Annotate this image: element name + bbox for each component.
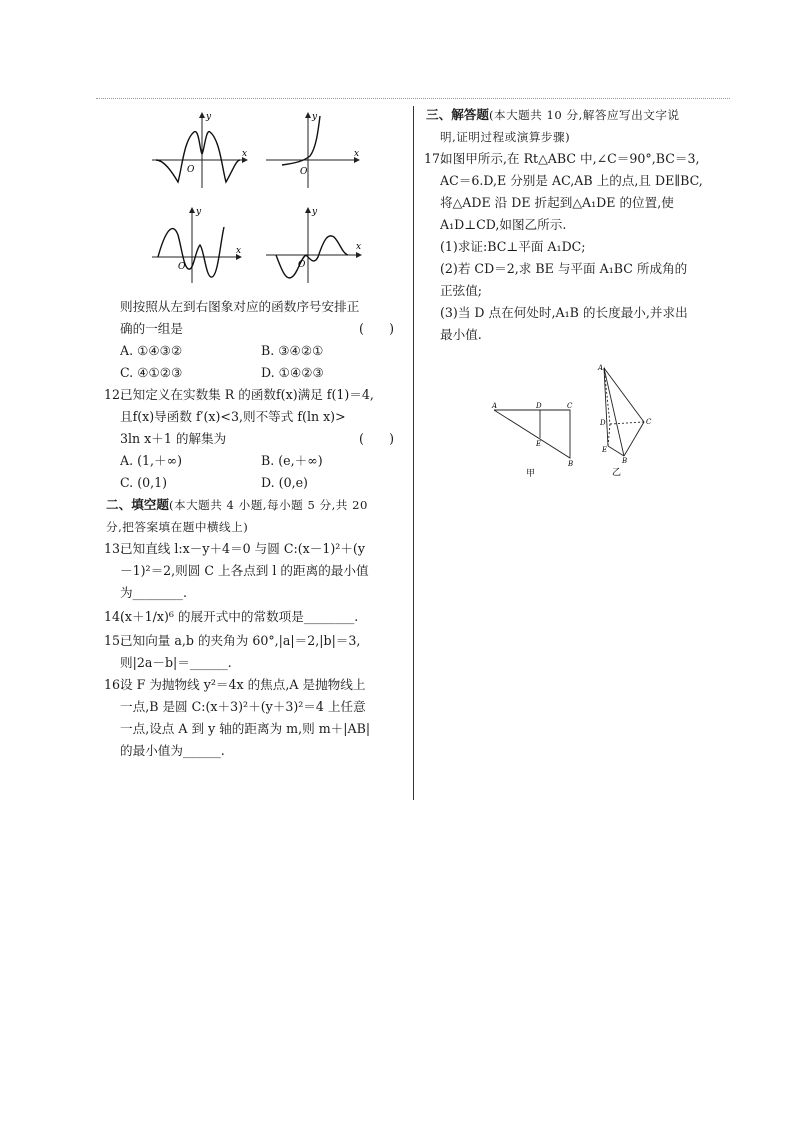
section-2-note2: 分,把答案填在题中横线上) — [106, 520, 249, 534]
column-divider — [413, 106, 414, 800]
q16-line2: 一点,B 是圆 C:(x＋3)²＋(y＋3)²＝4 上任意 — [120, 699, 366, 714]
yi-label-b: B — [622, 457, 628, 465]
jia-caption: 甲 — [526, 469, 536, 478]
q17-line1: 如图甲所示,在 Rt△ABC 中,∠C＝90°,BC＝3, — [440, 151, 700, 166]
q11-line2-text: 确的一组是 — [120, 321, 183, 336]
q14-number: 14. — [104, 609, 125, 624]
q16-line3: 一点,设点 A 到 y 轴的距离为 m,则 m＋|AB| — [120, 721, 371, 736]
q12-option-c: C. (0,1) — [120, 475, 168, 490]
graph-1-x-label: x — [242, 149, 248, 159]
section-2-heading — [106, 494, 402, 516]
q12-line3-row — [120, 428, 402, 450]
header-rule — [96, 98, 730, 99]
graph-3-y-label: y — [196, 207, 202, 217]
left-column — [106, 296, 402, 762]
q15-number: 15. — [104, 633, 125, 648]
graph-4-y-label: y — [312, 207, 318, 217]
q17-line4: A₁D⊥CD,如图乙所示. — [440, 217, 567, 232]
q12-option-a: A. (1,＋∞) — [120, 453, 183, 468]
graph-3-x-label: x — [236, 246, 242, 256]
q12-option-d: D. (0,e) — [261, 475, 308, 490]
q17-part3b: 最小值. — [440, 327, 482, 342]
graph-3 — [150, 205, 250, 285]
section-2-title: 二、填空题 — [106, 497, 169, 512]
q11-continuation-line1: 则按照从左到右图象对应的函数序号安排正 — [120, 299, 360, 314]
q16-line4: 的最小值为______. — [120, 743, 225, 758]
question-16 — [106, 674, 402, 762]
q12-option-b: B. (e,＋∞) — [261, 453, 323, 468]
section-3-note2: 明,证明过程或演算步骤) — [440, 130, 571, 144]
jia-label-b: B — [568, 460, 574, 468]
q12-answer-paren: ( ) — [358, 431, 394, 446]
jia-label-c: C — [567, 402, 573, 410]
q17-part1: (1)求证:BC⊥平面 A₁DC; — [440, 239, 586, 254]
section-3-heading — [426, 104, 726, 126]
graph-1-origin-label: O — [187, 165, 195, 175]
q17-part2a: (2)若 CD＝2,求 BE 与平面 A₁BC 所成角的 — [440, 261, 688, 276]
graph-4-origin-label: O — [298, 260, 306, 270]
q14-line: (x＋1/x)⁶ 的展开式中的常数项是________. — [120, 609, 359, 624]
figure-jia — [488, 398, 578, 478]
q12-line3: 3ln x＋1 的解集为 — [120, 431, 227, 446]
graph-2-origin-label: O — [300, 167, 308, 177]
q11-option-a: A. ①④③② — [120, 343, 183, 358]
q11-option-d: D. ①④②③ — [261, 365, 324, 380]
yi-label-c: C — [646, 418, 652, 426]
q17-number: 17. — [424, 151, 445, 166]
yi-label-a1: A₁ — [598, 364, 606, 372]
figure-yi — [588, 362, 660, 478]
jia-label-d: D — [536, 402, 542, 410]
question-12 — [106, 384, 402, 450]
q17-line2: AC＝6.D,E 分别是 AC,AB 上的点,且 DE∥BC, — [440, 173, 703, 188]
graph-1-y-label: y — [206, 112, 212, 122]
q11-option-c: C. ④①②③ — [120, 365, 183, 380]
section-3-note1: (本大题共 10 分,解答应写出文字说 — [488, 108, 680, 122]
question-17 — [426, 148, 726, 346]
q12-options-row2 — [106, 472, 402, 494]
q12-line1: 已知定义在实数集 R 的函数f(x)满足 f(1)＝4, — [120, 387, 374, 402]
question-14 — [106, 604, 402, 630]
q11-options-row2 — [106, 362, 402, 384]
q15-line2: 则|2a－b|＝______. — [120, 655, 232, 670]
graph-2-y-label: y — [312, 112, 318, 122]
section-2-note1: (本大题共 4 小题,每小题 5 分,共 20 — [168, 498, 368, 512]
q17-line3: 将△ADE 沿 DE 折起到△A₁DE 的位置,使 — [440, 195, 674, 210]
section-3-title: 三、解答题 — [426, 107, 489, 122]
q16-line1: 设 F 为抛物线 y²＝4x 的焦点,A 是抛物线上 — [120, 677, 366, 692]
q13-number: 13. — [104, 541, 125, 556]
q11-answer-paren: ( ) — [358, 321, 394, 336]
q12-options-row1 — [106, 450, 402, 472]
q12-line2: 且f(x)导函数 f′(x)<3,则不等式 f(ln x)> — [120, 409, 346, 424]
q11-continuation-line2 — [106, 318, 402, 340]
q13-line2: －1)²＝2,则圆 C 上各点到 l 的距离的最小值 — [120, 563, 369, 578]
q16-number: 16. — [104, 677, 125, 692]
q12-number: 12. — [104, 387, 125, 402]
yi-label-d: D — [600, 419, 606, 427]
q13-line3: 为________. — [120, 585, 187, 600]
graph-2-x-label: x — [354, 149, 360, 159]
right-column — [426, 104, 726, 346]
q11-options-row1 — [106, 340, 402, 362]
q17-part3a: (3)当 D 点在何处时,A₁B 的长度最小,并求出 — [440, 305, 688, 320]
yi-label-e: E — [602, 446, 608, 454]
q15-line1: 已知向量 a,b 的夹角为 60°,|a|＝2,|b|＝3, — [120, 633, 361, 648]
jia-label-a: A — [492, 402, 498, 410]
yi-caption: 乙 — [612, 468, 622, 478]
question-13 — [106, 538, 402, 604]
graph-2 — [262, 110, 362, 190]
q11-option-b: B. ③④②① — [261, 343, 324, 358]
jia-label-e: E — [536, 440, 542, 448]
q13-line1: 已知直线 l:x－y＋4＝0 与圆 C:(x－1)²＋(y — [120, 541, 365, 556]
graph-3-origin-label: O — [178, 262, 186, 272]
q17-part2b: 正弦值; — [440, 283, 483, 298]
question-15 — [106, 630, 402, 674]
graph-1 — [150, 110, 250, 190]
graph-4-x-label: x — [356, 242, 362, 252]
graph-4 — [262, 205, 362, 285]
